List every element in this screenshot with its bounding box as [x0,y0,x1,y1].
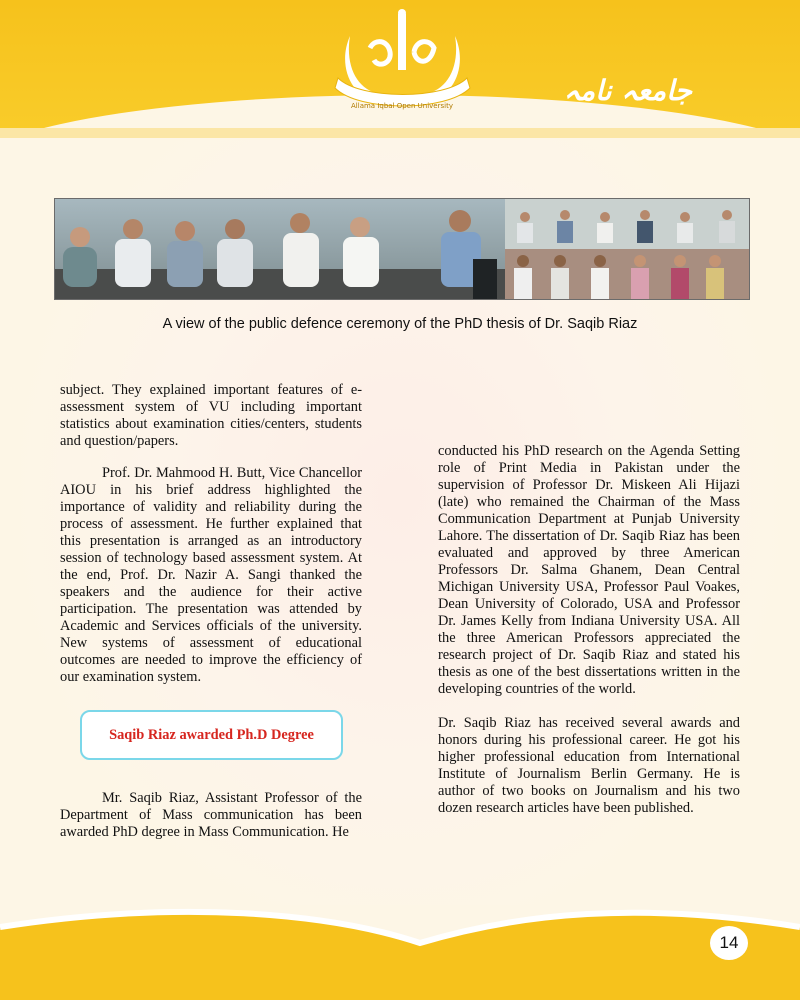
left-column [60,382,362,450]
right-paragraph-2: Dr. Saqib Riaz has received several awards and honors during his professional career. He got his higher professional education from International Institute of Journalism Berlin Germany. He is author of two books on Journalism and his two dozen research articles have been published. [438,715,740,816]
urdu-title: جامعہ نامہ [563,74,692,107]
right-paragraph-1: conducted his PhD research on the Agenda Setting role of Print Media in Pakistan under the supervision of Professor Dr. Miskeen Ali Hijazi (late) who remained the Chairman of the Mass Communication Department at Punjab University Lahore. The dissertation of Dr. Saqib Riaz has been evaluated and approved by three American Professors Dr. Salma Ghanem, Dean Central Michigan University USA, Professor Paul Voakes, Dean University of Colorado, USA and Professor Dr. James Kelly from Indiana University USA. All the three American Professors appreciated the research project of Dr. Saqib Riaz and stated his thesis as one of the best dissertations written in the developing countries of the world. [438,443,740,697]
header-stripe [0,128,800,138]
left-paragraph-1: subject. They explained important features of e-assessment system of VU including important statistics about examination cities/centers, students and question/papers. [60,382,362,449]
section-heading-box [80,710,343,760]
left-column-bottom [60,790,362,841]
page-number: 14 [708,924,750,962]
footer-band [0,905,800,1000]
university-logo [330,8,475,118]
logo-text: Allama Iqbal Open University [351,102,453,110]
left-column-body [60,465,362,686]
section-heading: Saqib Riaz awarded Ph.D Degree [109,726,314,743]
right-column [438,443,740,817]
left-paragraph-2: Prof. Dr. Mahmood H. Butt, Vice Chancellor AIOU in his brief address highlighted the importance of validity and reliability during the process of assessment. He further explained that this presentation is arranged as an introductory session of technology based assessment system. At the end, Prof. Dr. Nazir A. Sangi thanked the speakers and the audience for their active participation. The presentation was attended by Academic and Services officials of the university. New systems of assessment of educational outcomes are needed to improve the efficiency of our examination system. [60,465,362,685]
ceremony-photo [54,198,750,300]
photo-caption: A view of the public defence ceremony of the PhD thesis of Dr. Saqib Riaz [162,316,638,332]
ceremony-photo-image [55,199,749,299]
left-paragraph-3: Mr. Saqib Riaz, Assistant Professor of the Department of Mass communication has been awarded PhD degree in Mass Communication. He [60,790,362,840]
footer-wave [0,905,800,1000]
